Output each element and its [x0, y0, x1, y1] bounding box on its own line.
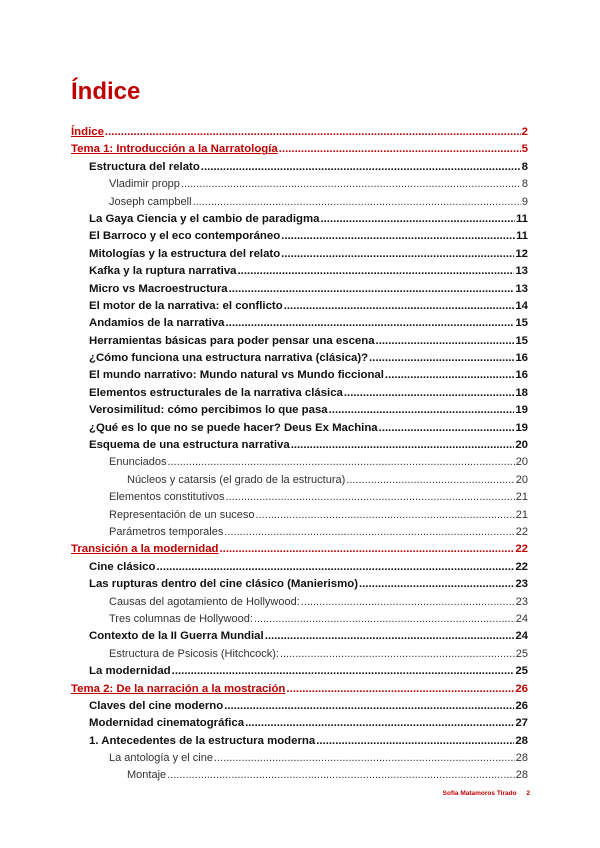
toc-entry[interactable]: [71, 767, 528, 784]
toc-entry-page[interactable]: 25: [515, 665, 528, 678]
toc-entry-page[interactable]: 26: [515, 699, 528, 712]
footer-page-number: 2: [526, 790, 530, 797]
toc-entry-title[interactable]: Parámetros temporales: [109, 525, 224, 538]
toc-entry-page[interactable]: 2: [521, 126, 528, 138]
toc-dot-leader: [172, 663, 515, 680]
toc-entry-page[interactable]: 22: [515, 543, 528, 556]
toc-entry-title[interactable]: Elementos constitutivos: [109, 491, 225, 504]
toc-dot-leader: [279, 141, 521, 158]
toc-entry-page[interactable]: 25: [515, 647, 528, 660]
toc-entry-page[interactable]: 5: [521, 143, 528, 156]
toc-entry[interactable]: [71, 750, 528, 767]
toc-entry-title[interactable]: Herramientas básicas para poder pensar una escena: [89, 334, 375, 347]
toc-dot-leader: [224, 698, 514, 715]
toc-dot-leader: [369, 350, 514, 367]
toc-entry-title[interactable]: Tres columnas de Hollywood:: [109, 612, 253, 625]
toc-entry-title[interactable]: Modernidad cinematográfica: [89, 717, 245, 730]
toc-entry-page[interactable]: 23: [515, 595, 528, 608]
toc-dot-leader: [329, 402, 515, 419]
toc-dot-leader: [280, 646, 515, 663]
toc-dot-leader: [245, 715, 514, 732]
toc-entry[interactable]: [71, 681, 528, 698]
toc-dot-leader: [226, 489, 515, 506]
toc-dot-leader: [254, 611, 515, 628]
toc-entry-page[interactable]: 16: [515, 352, 528, 365]
toc-entry-title[interactable]: Micro vs Macroestructura: [89, 282, 228, 295]
toc-entry-title[interactable]: Joseph campbell: [109, 195, 192, 208]
toc-entry-page[interactable]: 26: [515, 682, 528, 695]
toc-dot-leader: [344, 385, 514, 402]
toc-entry-title[interactable]: Representación de un suceso: [109, 508, 255, 521]
toc-entry-title[interactable]: Índice: [71, 126, 104, 138]
toc-entry[interactable]: [71, 385, 528, 402]
toc-entry[interactable]: [71, 576, 528, 593]
toc-entry-title[interactable]: Esquema de una estructura narrativa: [89, 439, 290, 452]
toc-entry[interactable]: [71, 454, 528, 471]
toc-entry-title[interactable]: Mitologías y la estructura del relato: [89, 247, 281, 260]
toc-dot-leader: [193, 194, 521, 211]
toc-entry-title[interactable]: Andamios de la narrativa: [89, 317, 225, 330]
toc-entry-page[interactable]: 8: [521, 160, 528, 173]
toc-dot-leader: [168, 454, 515, 471]
toc-entry[interactable]: [71, 246, 528, 263]
toc-dot-leader: [214, 750, 515, 767]
toc-dot-leader: [281, 246, 514, 263]
toc-entry-page[interactable]: 22: [515, 560, 528, 573]
toc-dot-leader: [346, 472, 514, 489]
toc-entry-title[interactable]: Verosimilitud: cómo percibimos lo que pasa: [89, 404, 328, 417]
toc-entry[interactable]: [71, 559, 528, 576]
toc-entry-page[interactable]: 28: [515, 734, 528, 747]
toc-entry-title[interactable]: Contexto de la II Guerra Mundial: [89, 630, 264, 643]
toc-entry-page[interactable]: 8: [521, 178, 528, 191]
toc-entry[interactable]: [71, 507, 528, 524]
toc-dot-leader: [167, 767, 515, 784]
toc-entry-title[interactable]: Kafka y la ruptura narrativa: [89, 265, 237, 278]
toc-entry[interactable]: [71, 698, 528, 715]
toc-entry[interactable]: [71, 646, 528, 663]
toc-entry-title[interactable]: Transición a la modernidad: [71, 543, 219, 556]
toc-dot-leader: [379, 420, 515, 437]
toc-dot-leader: [238, 263, 515, 280]
toc-entry[interactable]: [71, 420, 528, 437]
toc-entry-page[interactable]: 20: [515, 439, 528, 452]
toc-dot-leader: [225, 315, 514, 332]
toc-entry[interactable]: [71, 350, 528, 367]
toc-dot-leader: [256, 507, 515, 524]
toc-entry-title[interactable]: Cine clásico: [89, 560, 156, 573]
toc-entry[interactable]: [71, 733, 528, 750]
toc-entry-page[interactable]: 28: [515, 769, 528, 782]
toc-entry-title[interactable]: Tema 2: De la narración a la mostración: [71, 682, 286, 695]
toc-entry-page[interactable]: 21: [515, 491, 528, 504]
toc-entry[interactable]: [71, 611, 528, 628]
toc-dot-leader: [105, 124, 521, 141]
toc-entry-page[interactable]: 28: [515, 752, 528, 765]
toc-dot-leader: [284, 298, 515, 315]
toc-entry[interactable]: [71, 472, 528, 489]
toc-entry[interactable]: [71, 367, 528, 384]
toc-entry-page[interactable]: 16: [515, 369, 528, 382]
toc-entry[interactable]: [71, 281, 528, 298]
toc-entry[interactable]: [71, 333, 528, 350]
toc-entry[interactable]: [71, 315, 528, 332]
toc-entry[interactable]: [71, 628, 528, 645]
toc-entry-title[interactable]: Tema 1: Introducción a la Narratología: [71, 143, 278, 156]
toc-entry-page[interactable]: 13: [515, 282, 528, 295]
toc-entry[interactable]: [71, 402, 528, 419]
page-footer: [435, 790, 530, 797]
toc-dot-leader: [219, 541, 514, 558]
toc-entry-title[interactable]: Vladimir propp: [109, 178, 180, 191]
toc-entry-page[interactable]: 13: [515, 265, 528, 278]
toc-dot-leader: [201, 159, 521, 176]
toc-entry[interactable]: [71, 437, 528, 454]
toc-entry[interactable]: [71, 263, 528, 280]
toc-entry-title[interactable]: La Gaya Ciencia y el cambio de paradigma: [89, 212, 320, 225]
toc-dot-leader: [316, 733, 514, 750]
toc-entry-page[interactable]: 15: [515, 334, 528, 347]
table-of-contents: [71, 124, 528, 785]
toc-entry-title[interactable]: Las rupturas dentro del cine clásico (Manierismo): [89, 578, 359, 591]
toc-entry-title[interactable]: El motor de la narrativa: el conflicto: [89, 299, 283, 312]
toc-entry-page[interactable]: 20: [515, 456, 528, 469]
toc-entry-page[interactable]: 18: [515, 386, 528, 399]
toc-entry[interactable]: [71, 524, 528, 541]
toc-entry-page[interactable]: 14: [515, 299, 528, 312]
toc-entry[interactable]: [71, 176, 528, 193]
toc-dot-leader: [376, 333, 515, 350]
toc-entry[interactable]: [71, 489, 528, 506]
toc-entry[interactable]: [71, 663, 528, 680]
toc-dot-leader: [385, 367, 514, 384]
toc-entry[interactable]: [71, 541, 528, 558]
toc-entry-page[interactable]: 20: [515, 473, 528, 486]
toc-entry-page[interactable]: 15: [515, 317, 528, 330]
toc-entry[interactable]: [71, 211, 528, 228]
toc-entry-page[interactable]: 19: [515, 404, 528, 417]
toc-entry-title[interactable]: Estructura de Psicosis (Hitchcock):: [109, 647, 279, 660]
toc-entry-page[interactable]: 24: [515, 630, 528, 643]
toc-entry-title[interactable]: La modernidad: [89, 665, 171, 678]
toc-entry-page[interactable]: 24: [515, 612, 528, 625]
toc-dot-leader: [181, 176, 521, 193]
toc-dot-leader: [281, 228, 515, 245]
toc-entry[interactable]: [71, 228, 528, 245]
toc-entry[interactable]: [71, 141, 528, 158]
toc-entry[interactable]: [71, 594, 528, 611]
toc-entry[interactable]: [71, 715, 528, 732]
toc-dot-leader: [320, 211, 515, 228]
toc-entry-page[interactable]: 23: [515, 578, 528, 591]
toc-entry-title[interactable]: Claves del cine moderno: [89, 699, 224, 712]
toc-entry[interactable]: [71, 298, 528, 315]
toc-dot-leader: [286, 681, 514, 698]
toc-entry-title[interactable]: La antología y el cine: [109, 752, 213, 765]
toc-entry-title[interactable]: Elementos estructurales de la narrativa clásica: [89, 386, 343, 399]
toc-entry[interactable]: [71, 159, 528, 176]
toc-entry-title[interactable]: 1. Antecedentes de la estructura moderna: [89, 734, 316, 747]
toc-dot-leader: [156, 559, 514, 576]
toc-entry-page[interactable]: 11: [515, 212, 528, 225]
toc-entry-page[interactable]: 11: [515, 230, 528, 243]
footer-author: Sofía Matamoros Tirado: [442, 790, 517, 797]
toc-entry-title[interactable]: ¿Qué es lo que no se puede hacer? Deus Ex Machina: [89, 421, 378, 434]
toc-entry-page[interactable]: 27: [515, 717, 528, 730]
toc-entry-page[interactable]: 22: [515, 525, 528, 538]
toc-dot-leader: [359, 576, 514, 593]
toc-dot-leader: [229, 281, 515, 298]
toc-entry-title[interactable]: El mundo narrativo: Mundo natural vs Mundo ficcional: [89, 369, 384, 382]
page-title: Índice: [71, 78, 141, 105]
toc-entry-title[interactable]: Estructura del relato: [89, 160, 200, 173]
toc-entry-title[interactable]: El Barroco y el eco contemporáneo: [89, 230, 281, 243]
toc-entry[interactable]: [71, 194, 528, 211]
toc-dot-leader: [224, 524, 514, 541]
toc-entry[interactable]: [71, 124, 528, 141]
toc-dot-leader: [291, 437, 515, 454]
toc-entry-title[interactable]: ¿Cómo funciona una estructura narrativa (clásica)?: [89, 352, 369, 365]
toc-entry-title[interactable]: Montaje: [127, 769, 167, 782]
toc-entry-page[interactable]: 9: [521, 195, 528, 208]
toc-entry-title[interactable]: Núcleos y catarsis (el grado de la estructura): [127, 473, 346, 486]
toc-dot-leader: [301, 594, 515, 611]
toc-entry-page[interactable]: 19: [515, 421, 528, 434]
toc-entry-page[interactable]: 12: [515, 247, 528, 260]
toc-entry-page[interactable]: 21: [515, 508, 528, 521]
toc-entry-title[interactable]: Causas del agotamiento de Hollywood:: [109, 595, 300, 608]
toc-entry-title[interactable]: Enunciados: [109, 456, 167, 469]
toc-dot-leader: [265, 628, 515, 645]
